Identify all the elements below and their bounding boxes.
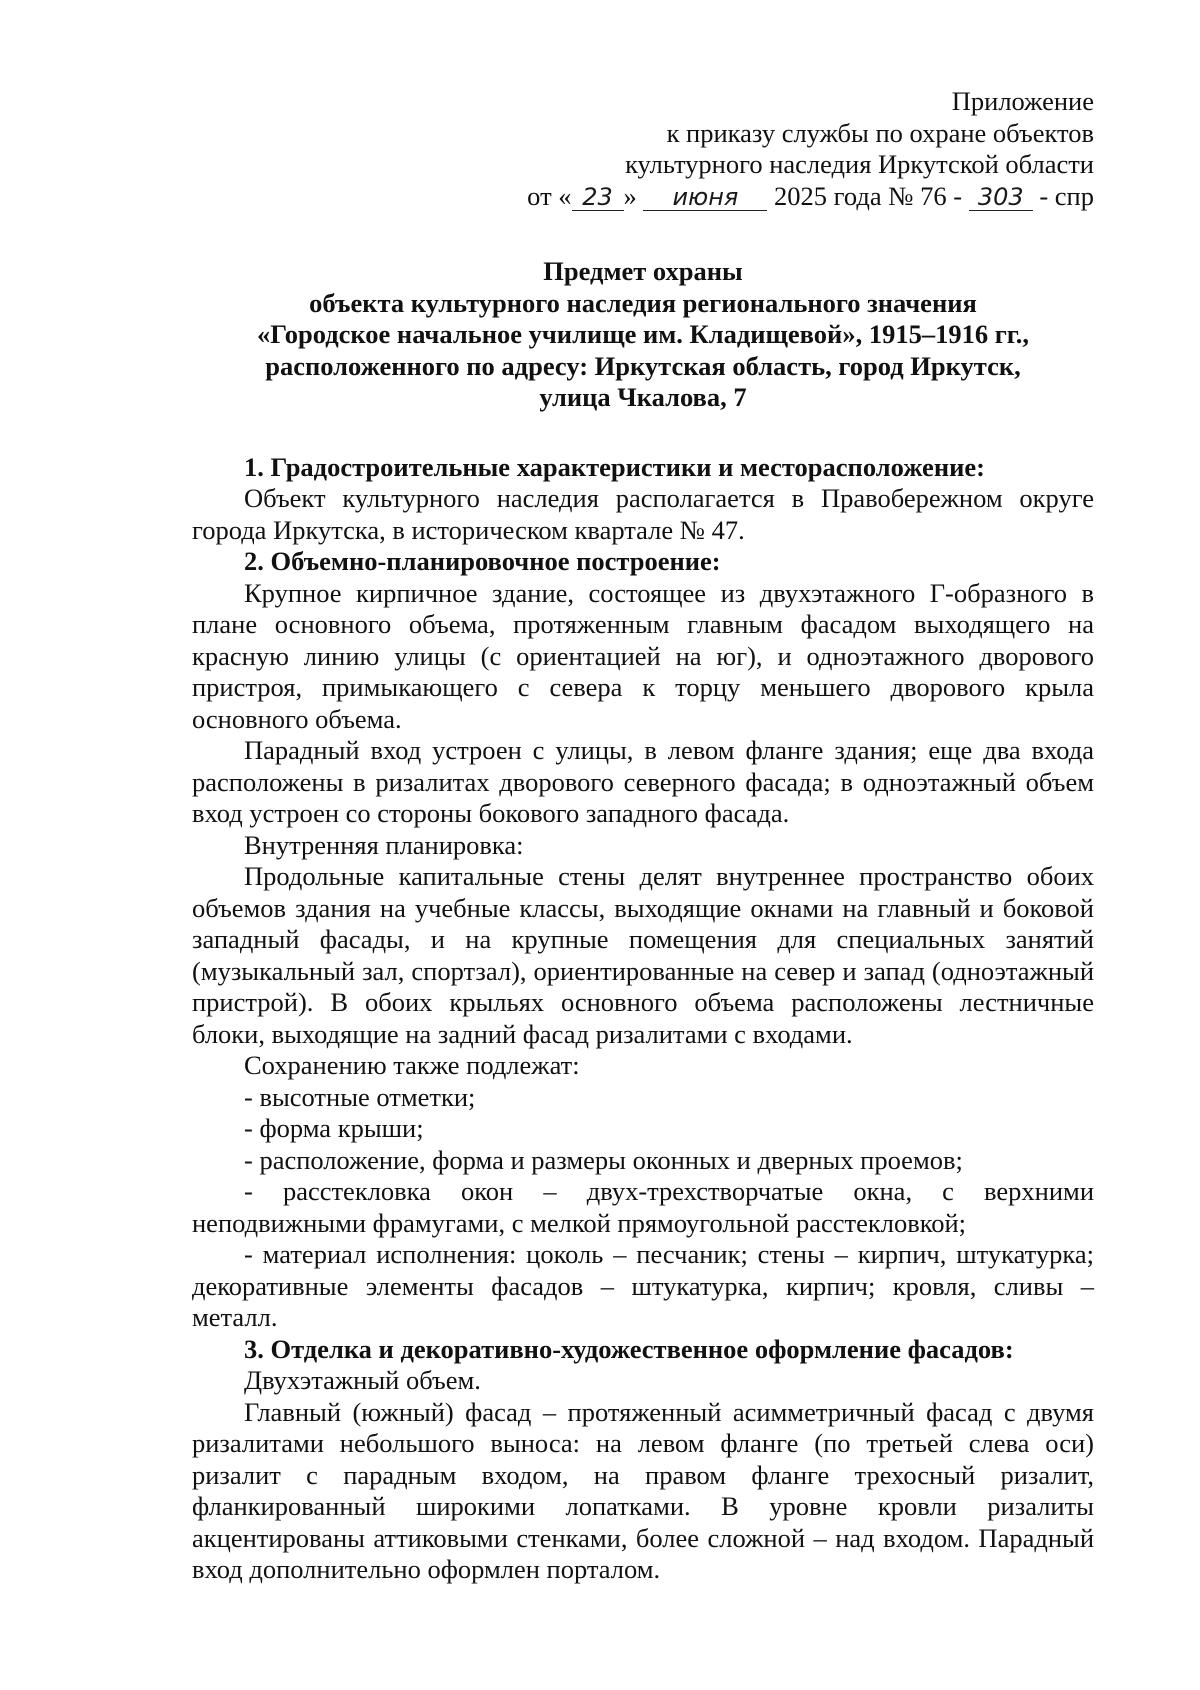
issuing-authority: культурного наследия Иркутской области	[625, 149, 1094, 179]
title-line-1: Предмет охраны	[543, 256, 743, 286]
date-prefix: от «	[527, 180, 572, 211]
order-date-line	[192, 181, 1094, 213]
section-2-heading: 2. Объемно-планировочное построение:	[244, 546, 721, 576]
date-mid: »	[623, 180, 637, 211]
section-3-heading: 3. Отделка и декоративно-художественное оформление фасадов:	[244, 1333, 1014, 1364]
appendix-header	[192, 86, 1094, 212]
order-reference: к приказу службы по охране объектов	[666, 117, 1094, 148]
handwritten-day: 23	[572, 184, 624, 211]
order-suffix: - спр	[1039, 180, 1094, 211]
list-item: - материал исполнения: цоколь – песчаник; стены – кирпич, штукатурка; декоративные элементы фасадов – штукатурка, кирпич; кровля, сливы – металл.	[192, 1239, 1094, 1332]
document-body	[192, 452, 1094, 1586]
handwritten-month: июня	[643, 184, 767, 211]
list-item: - расстекловка окон – двух-трехстворчатые окна, с верхними неподвижными фрамугами, с мелкой прямоугольной расстекловкой;	[192, 1176, 1094, 1238]
list-item: - форма крыши;	[244, 1113, 424, 1143]
title-line-3: «Городское начальное училище им. Кладищевой», 1915–1916 гг.,	[256, 319, 1030, 349]
section-2-paragraph-4: Продольные капитальные стены делят внутреннее пространство обоих объемов здания на учебные классы, выходящие окнами на главный и боковой западный фасады, и на крупные помещения для специальных занятий (музыкальный зал, спортзал), ориентированные на север и запад (одноэтажный пристрой). В обоих крыльях основного объема расположены лестничные блоки, выходящие на задний фасад ризалитами с входами.	[192, 861, 1094, 1049]
date-year-text: 2025 года № 76 -	[774, 180, 963, 211]
title-line-2: объекта культурного наследия регионального значения	[309, 287, 977, 318]
title-line-5: улица Чкалова, 7	[539, 382, 747, 412]
list-item: - высотные отметки;	[244, 1081, 476, 1112]
document-title	[192, 256, 1094, 414]
appendix-label: Приложение	[951, 86, 1094, 116]
section-2-paragraph-5: Сохранению также подлежат:	[244, 1050, 580, 1080]
title-line-4: расположенного по адресу: Иркутская область, город Иркутск,	[265, 350, 1021, 381]
section-2-paragraph-1: Крупное кирпичное здание, состоящее из двухэтажного Г-образного в плане основного объема, протяженным главным фасадом выходящего на красную линию улицы (с ориентацией на юг), и одноэтажного дворового пристроя, примыкающего с севера к торцу меньшего дворового крыла основного объема.	[192, 577, 1094, 734]
section-1-paragraph: Объект культурного наследия располагается в Правобережном округе города Иркутска, в историческом квартале № 47.	[192, 483, 1094, 545]
list-item: - расположение, форма и размеры оконных и дверных проемов;	[244, 1144, 963, 1175]
section-1-heading: 1. Градостроительные характеристики и месторасположение:	[244, 451, 985, 482]
section-3-paragraph-2: Главный (южный) фасад – протяженный асимметричный фасад с двумя ризалитами небольшого выноса: на левом фланге (по третьей слева оси) ризалит с парадным входом, на правом фланге трехосный ризалит, фланкированный широкими лопатками. В уровне кровли ризалиты акцентированы аттиковыми стенками, более сложной – над входом. Парадный вход дополнительно оформлен порталом.	[192, 1396, 1094, 1584]
section-2-paragraph-2: Парадный вход устроен с улицы, в левом фланге здания; еще два входа расположены в ризалитах дворового северного фасада; в одноэтажный объем вход устроен со стороны бокового западного фасада.	[192, 735, 1094, 828]
handwritten-order-number: 303	[969, 184, 1033, 211]
section-3-paragraph-1: Двухэтажный объем.	[244, 1365, 481, 1395]
section-2-paragraph-3: Внутренняя планировка:	[244, 829, 524, 860]
document-page	[192, 86, 1094, 1586]
